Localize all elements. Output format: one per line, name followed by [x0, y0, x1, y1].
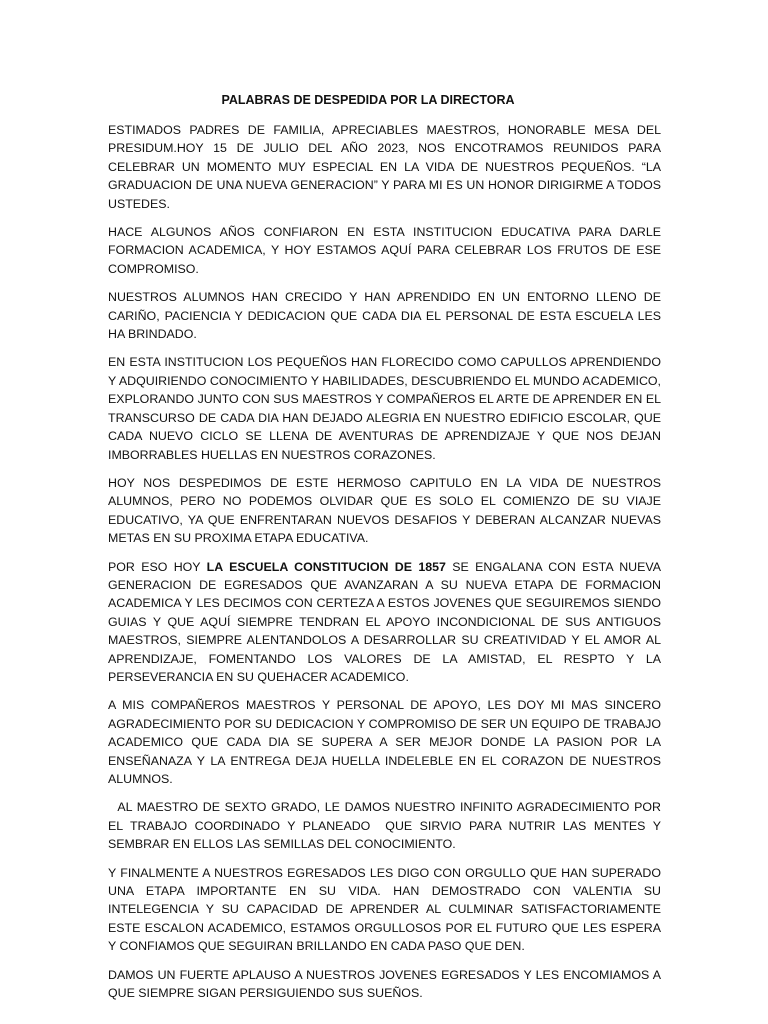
paragraph-farewell: HOY NOS DESPEDIMOS DE ESTE HERMOSO CAPITULO EN LA VIDA DE NUESTROS ALUMNOS, PERO NO PODEMOS OLVIDAR QUE ES SOLO EL COMIENZO DE SU VIAJE EDUCATIVO, YA QUE ENFRENTARAN NUEVOS DESAFIOS Y DEBERAN ALCANZAR NUEVAS METAS EN SU PROXIMA ETAPA EDUCATIVA. — [108, 475, 661, 546]
paragraph-confidence: HACE ALGUNOS AÑOS CONFIARON EN ESTA INSTITUCION EDUCATIVA PARA DARLE FORMACION ACADEMICA, Y HOY ESTAMOS AQUÍ PARA CELEBRAR LOS FRUTOS DE ESE COMPROMISO. — [108, 225, 661, 276]
paragraph-growth: NUESTROS ALUMNOS HAN CRECIDO Y HAN APRENDIDO EN UN ENTORNO LLENO DE CARIÑO, PACIENCIA Y DEDICACION QUE CADA DIA EL PERSONAL DE ESTA ESCUELA LES HA BRINDADO. — [108, 290, 661, 342]
paragraph-colleagues: A MIS COMPAÑEROS MAESTROS Y PERSONAL DE APOYO, LES DOY MI MAS SINCERO AGRADECIMIENTO POR SU DEDICACION Y COMPROMISO DE SER UN EQUIPO DE TRABAJO ACADEMICO QUE CADA DIA SE SUPERA A SER MEJOR DONDE LA PASION POR LA ENSEÑANAZA Y LA ENTREGA DEJA HUELLA INDELEBLE EN EL CORAZON DE NUESTROS ALUMNOS. — [108, 698, 661, 786]
paragraph-school-rest: SE ENGALANA CON ESTA NUEVA GENERACION DE EGRESADOS QUE AVANZARAN A SU NUEVA ETAPA DE FORMACION ACADEMICA Y LES DECIMOS CON CERTEZA A ESTOS JOVENES QUE SEGUIREMOS SIENDO GUIAS Y QUE AQUÍ SIEMPRE TENDRAN EL APOYO INCONDICIONAL DE SUS ANTIGUOS MAESTROS, SIEMPRE ALENTANDOLOS A DESARROLLAR SU CREATIVIDAD Y EL AMOR AL APRENDIZAJE, FOMENTANDO LOS VALORES DE LA AMISTAD, EL RESPTO Y LA PERSEVERANCIA EN SU QUEHACER ACADEMICO. — [108, 559, 662, 684]
school-name: LA ESCUELA CONSTITUCION DE 1857 — [206, 559, 446, 574]
paragraph-sixth-grade: AL MAESTRO DE SEXTO GRADO, LE DAMOS NUESTRO INFINITO AGRADECIMIENTO POR EL TRABAJO COORDINADO Y PLANEADO QUE SIRVIO PARA NUTRIR LAS MENTES Y SEMBRAR EN ELLOS LAS SEMILLAS DEL CONOCIMIENTO. — [108, 800, 665, 852]
paragraph-graduates: Y FINALMENTE A NUESTROS EGRESADOS LES DIGO CON ORGULLO QUE HAN SUPERADO UNA ETAPA IMPORTANTE EN SU VIDA. HAN DEMOSTRADO CON VALENTIA SU INTELEGENCIA Y SU CAPACIDAD DE APRENDER AL CULMINAR SATISFACTORIAMENTE ESTE ESCALON ACADEMICO, ESTAMOS ORGULLOSOS POR EL FUTURO QUE LES ESPERA Y CONFIAMOS QUE SEGUIRAN BRILLANDO EN CADA PASO QUE DEN. — [108, 865, 661, 954]
document-title-text: PALABRAS DE DESPEDIDA POR LA DIRECTORA — [221, 93, 515, 107]
paragraph-institution: EN ESTA INSTITUCION LOS PEQUEÑOS HAN FLORECIDO COMO CAPULLOS APRENDIENDO Y ADQUIRIENDO CONOCIMIENTO Y HABILIDADES, DESCUBRIENDO EL MUNDO ACADEMICO, EXPLORANDO JUNTO CON SUS MAESTROS Y COMPAÑEROS EL ARTE DE APRENDER EN EL TRANSCURSO DE CADA DIA HAN DEJADO ALEGRIA EN NUESTRO EDIFICIO ESCOLAR, QUE CADA NUEVO CICLO SE LLENA DE AVENTURAS DE APRENDIZAJE Y QUE NOS DEJAN IMBORRABLES HUELLAS EN NUESTROS CORAZONES. — [108, 355, 661, 462]
document-body — [108, 121, 665, 1012]
paragraph-applause: DAMOS UN FUERTE APLAUSO A NUESTROS JOVENES EGRESADOS Y LES ENCOMIAMOS A QUE SIEMPRE SIGAN PERSIGUIENDO SUS SUEÑOS. — [108, 967, 661, 1001]
paragraph-school — [108, 558, 661, 687]
document-title — [0, 93, 768, 107]
paragraph-school-lead: POR ESO HOY — [108, 559, 207, 574]
paragraph-greeting: ESTIMADOS PADRES DE FAMILIA, APRECIABLES MAESTROS, HONORABLE MESA DEL PRESIDUM.HOY 15 DE JULIO DEL AÑO 2023, NOS ENCOTRAMOS REUNIDOS PARA CELEBRAR UN MOMENTO MUY ESPECIAL EN LA VIDA DE NUESTROS PEQUEÑOS. “LA GRADUACION DE UNA NUEVA GENERACION” Y PARA MI ES UN HONOR DIRIGIRME A TODOS USTEDES. — [108, 123, 661, 211]
